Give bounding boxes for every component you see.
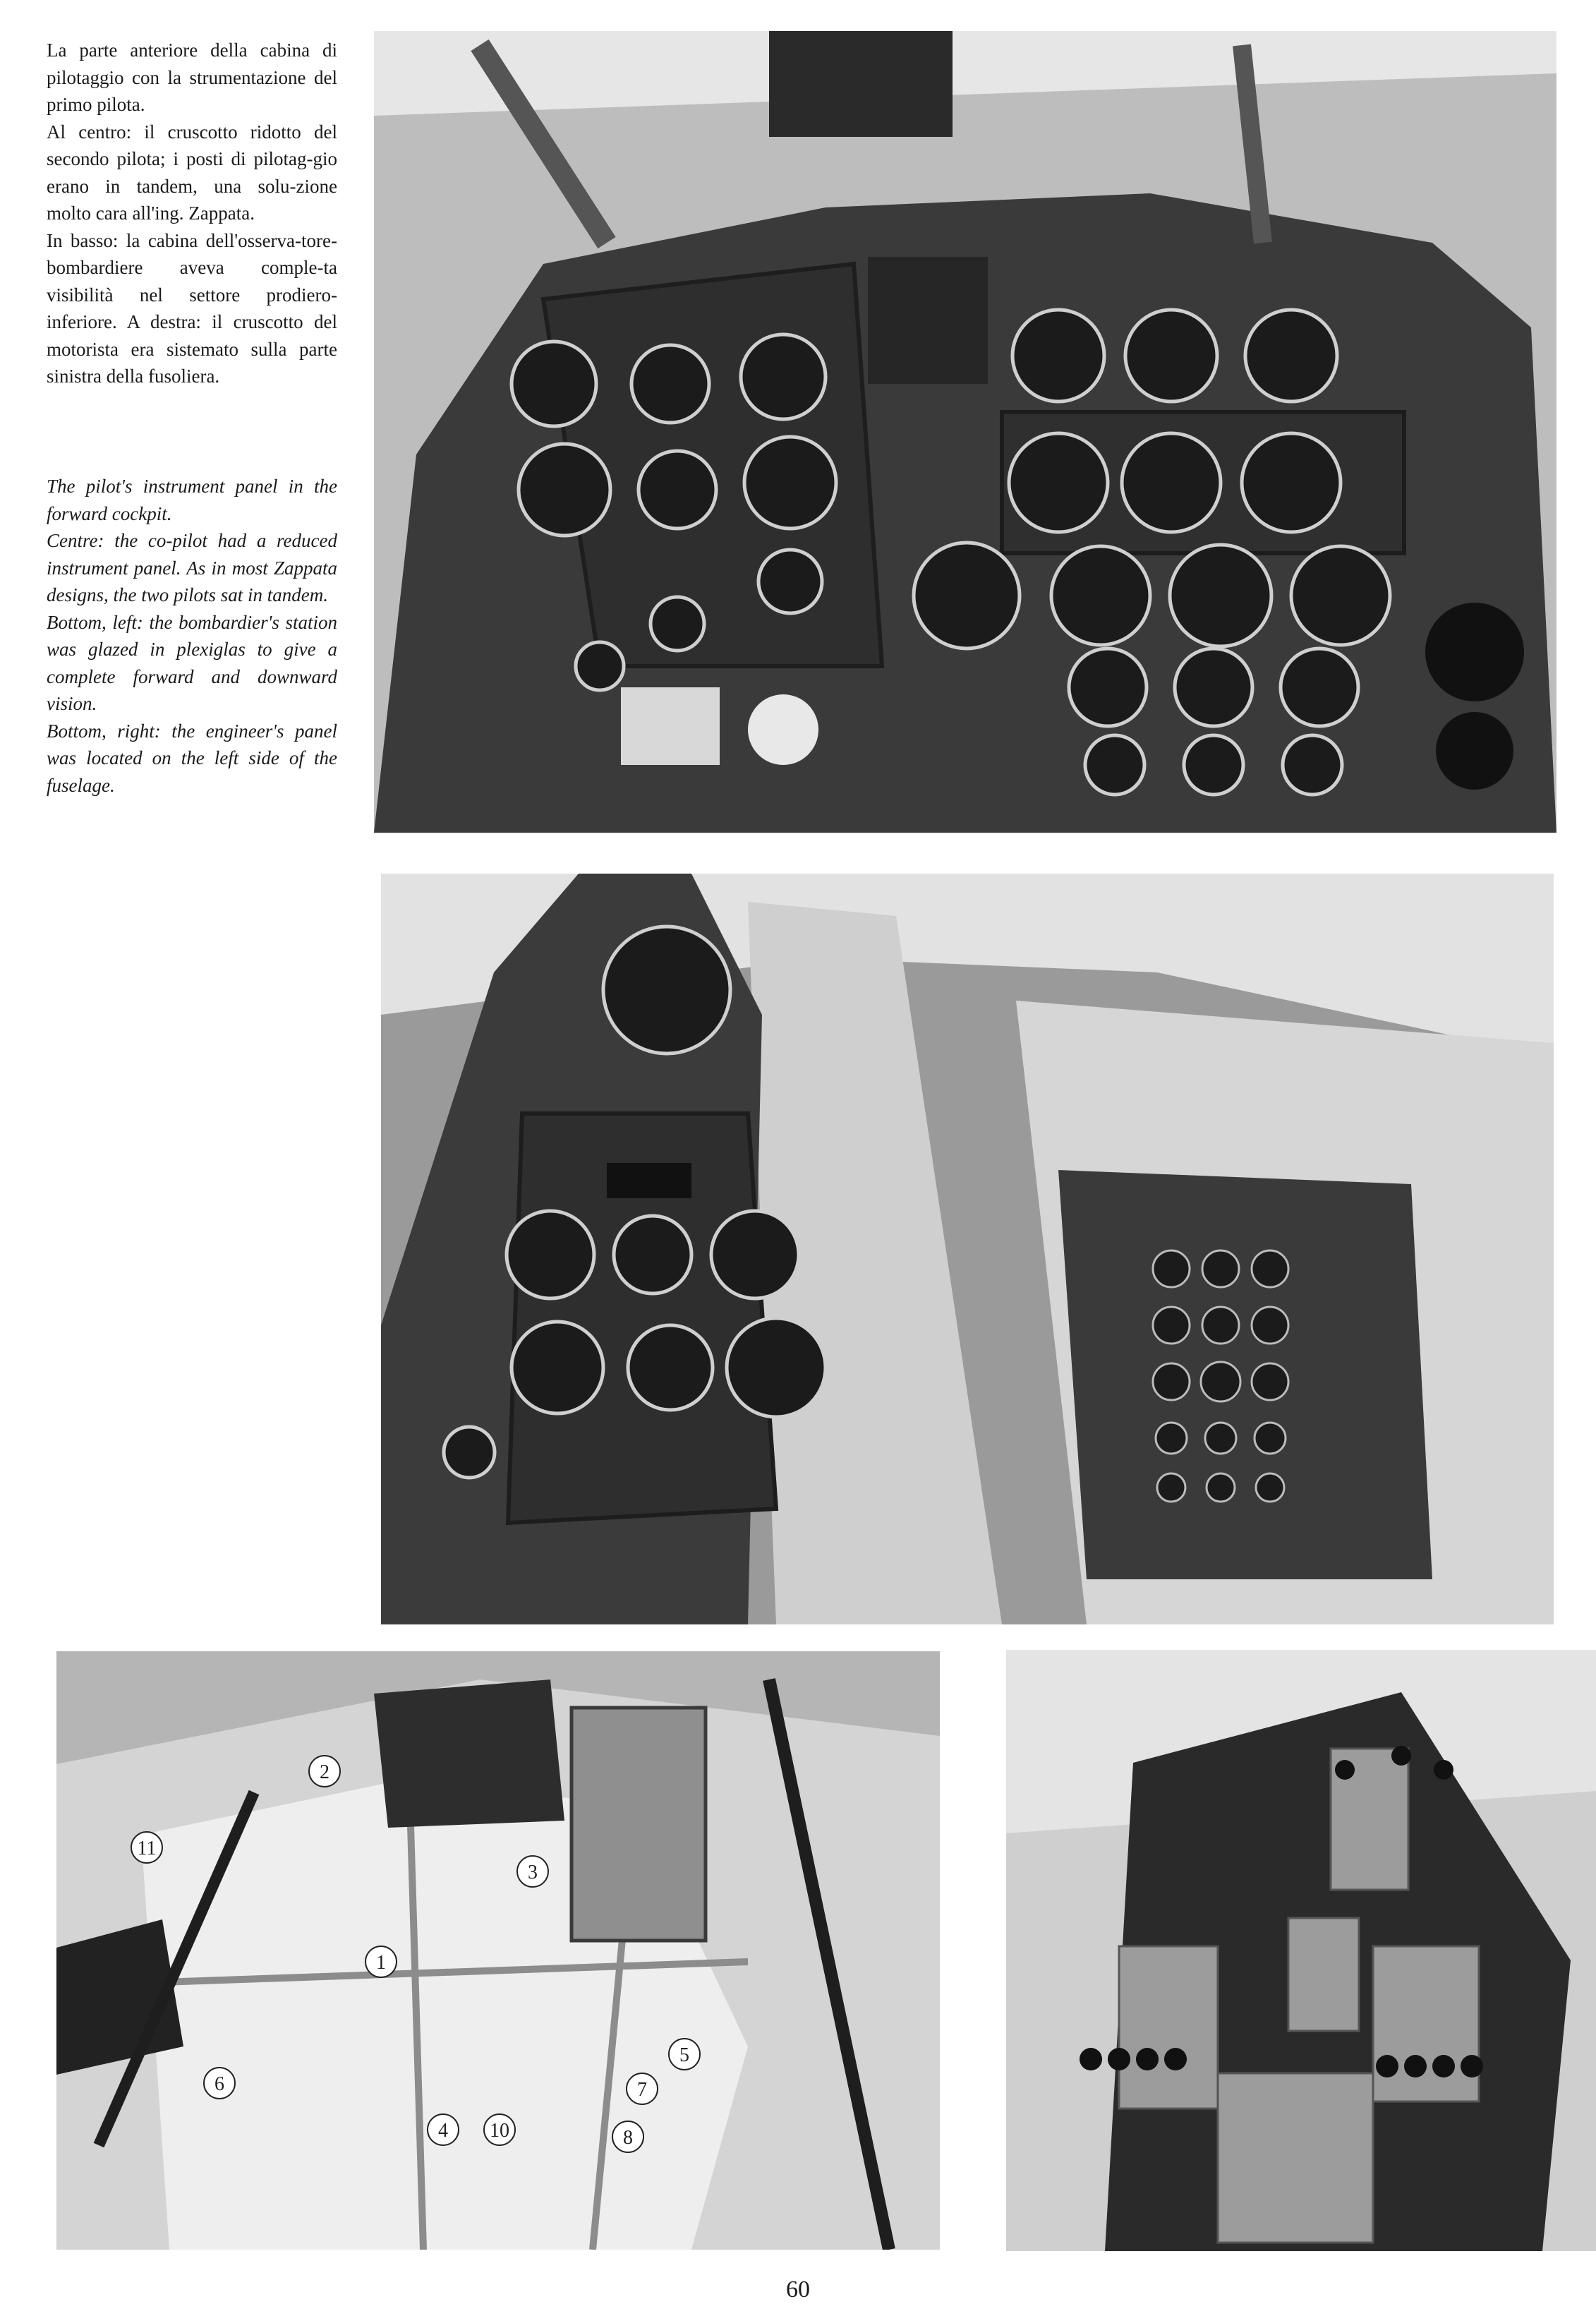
caption-english-line-4: Bottom, right: the engineer's panel was located on the left side of the fuselage. <box>47 720 337 796</box>
photo-pilot-instrument-panel <box>374 31 1556 833</box>
caption-english-line-1: The pilot's instrument panel in the forward cockpit. <box>47 476 337 524</box>
callout-1: 1 <box>376 1952 386 1974</box>
photo-callouts <box>56 1651 940 2250</box>
photo-engineer-panel <box>1006 1650 1596 2251</box>
caption-italian <box>47 37 337 390</box>
callout-3: 3 <box>528 1862 538 1883</box>
callout-8: 8 <box>623 2127 633 2149</box>
caption-english <box>47 473 337 799</box>
callout-7: 7 <box>637 2079 647 2101</box>
photo-bombardier-station <box>56 1651 940 2250</box>
page-number: 60 <box>786 2276 810 2303</box>
callout-6: 6 <box>214 2073 224 2095</box>
caption-english-line-2: Centre: the co-pilot had a reduced instrument panel. As in most Zappata designs, the two pilots sat in tandem. <box>47 530 337 605</box>
caption-italian-line-2: Al centro: il cruscotto ridotto del secondo pilota; i posti di pilotag-gio erano in tandem, una solu-zione molto cara all'ing. Zappata. <box>47 121 337 224</box>
callout-5: 5 <box>679 2044 689 2066</box>
caption-italian-line-1: La parte anteriore della cabina di pilotaggio con la strumentazione del primo pilota. <box>47 40 337 115</box>
photo-copilot-instrument-panel <box>381 874 1554 1624</box>
callout-11: 11 <box>137 1838 157 1859</box>
caption-italian-line-3: In basso: la cabina dell'osserva-tore-bombardiere aveva comple-ta visibilità nel settore prodiero-inferiore. A destra: il cruscotto del motorista era sistemato sulla parte sinistra della fusoliera. <box>47 229 337 387</box>
callout-4: 4 <box>438 2120 448 2142</box>
callout-10: 10 <box>490 2120 509 2142</box>
caption-english-line-3: Bottom, left: the bombardier's station was glazed in plexiglas to give a complete forward and downward vision. <box>47 611 337 714</box>
callout-2: 2 <box>320 1761 330 1783</box>
